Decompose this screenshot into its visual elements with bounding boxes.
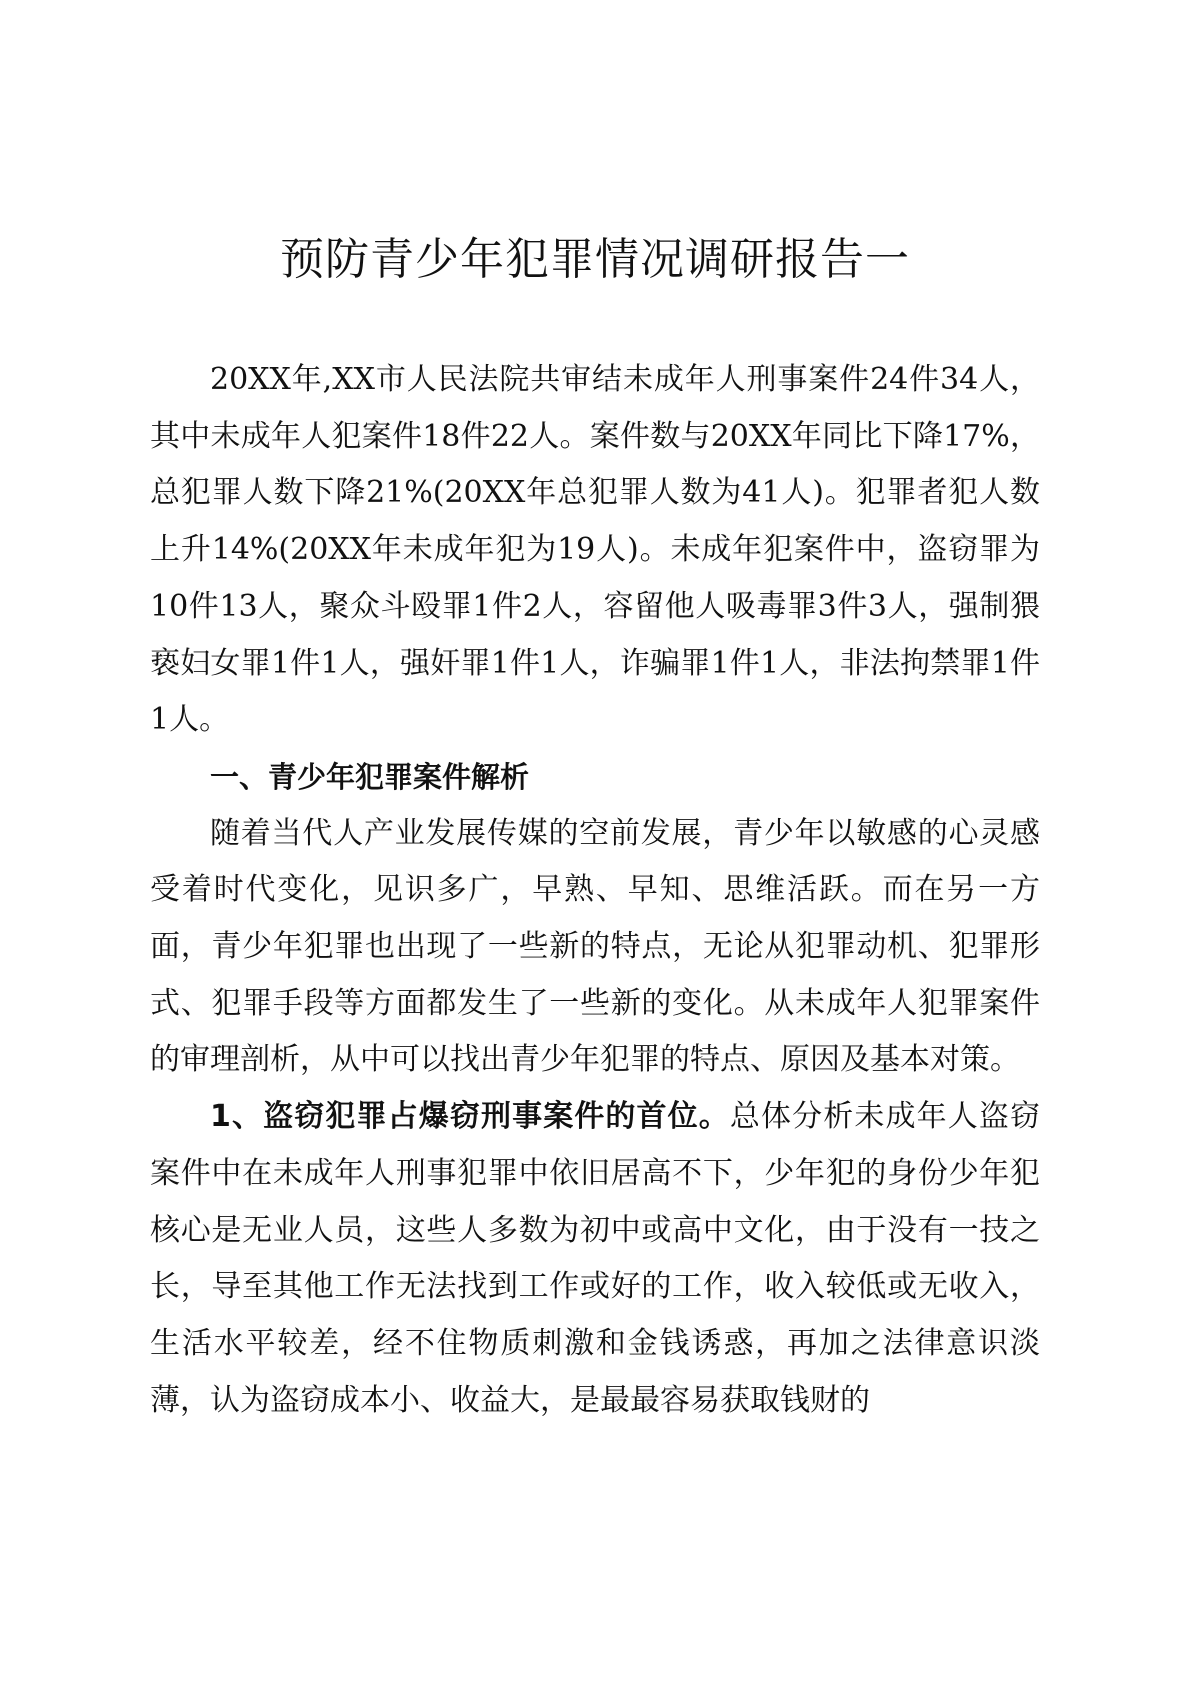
document-body — [150, 352, 1040, 1429]
paragraph-background: 随着当代人产业发展传媒的空前发展，青少年以敏感的心灵感受着时代变化，见识多广，早熟、早知、思维活跃。而在另一方面，青少年犯罪也出现了一些新的特点，无论从犯罪动机、犯罪形式、犯罪手段等方面都发生了一些新的变化。从未成年人犯罪案件的审理剖析，从中可以找出青少年犯罪的特点、原因及基本对策。 — [150, 815, 1040, 1078]
paragraph-theft-crime — [150, 1089, 1040, 1429]
paragraph-body-theft: 总体分析未成年人盗窃案件中在未成年人刑事犯罪中依旧居高不下，少年犯的身份少年犯核心是无业人员，这些人多数为初中或高中文化，由于没有一技之长，导至其他工作无法找到工作或好的工作，收入较低或无收入，生活水平较差，经不住物质刺激和金钱诱惑，再加之法律意识淡薄，认为盗窃成本小、收益大，是最最容易获取钱财的 — [150, 1099, 1041, 1418]
section-heading-case-analysis: 一、青少年犯罪案件解析 — [210, 759, 530, 794]
paragraph-lead-theft: 1、盗窃犯罪占爆窃刑事案件的首位。 — [210, 1099, 730, 1135]
document-title: 预防青少年犯罪情况调研报告一 — [280, 234, 910, 285]
paragraph-case-statistics: 20XX年,XX市人民法院共审结未成年人刑事案件24件34人，其中未成年人犯案件18件22人。案件数与20XX年同比下降17%，总犯罪人数下降21%(20XX年总犯罪人数为41人)。犯罪者犯人数上升14%(20XX年未成年犯为19人)。未成年犯案件中，盗窃罪为10件13人，聚众斗殴罪1件2人，容留他人吸毒罪3件3人，强制猥亵妇女罪1件1人，强奸罪1件1人，诈骗罪1件1人，非法拘禁罪1件1人。 — [150, 362, 1040, 738]
